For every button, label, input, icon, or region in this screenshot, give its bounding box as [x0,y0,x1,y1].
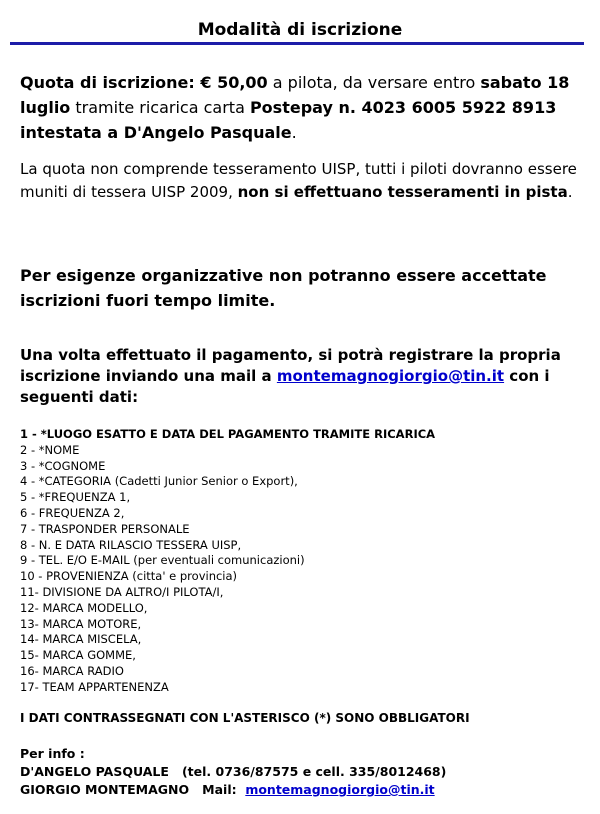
list-item: 17- TEAM APPARTENENZA [20,679,169,694]
info-label: Per info : [20,746,85,761]
quota-text-1: a pilota, da versare entro [267,73,481,92]
payment-text-2: con i seguenti dati: [20,367,550,406]
list-item: 3 - *COGNOME [20,458,106,473]
tessera-paragraph [20,158,585,204]
quota-deadline: sabato 18 luglio [20,73,570,117]
list-item: 16- MARCA RADIO [20,663,124,678]
list-item: 13- MARCA MOTORE, [20,616,142,631]
card-holder: intestata a D'Angelo Pasquale [20,123,292,142]
contact-email-link[interactable]: montemagnogiorgio@tin.it [276,367,505,385]
list-item: 2 - *NOME [20,442,80,457]
tessera-text: La quota non comprende tesseramento UISP, tutti i piloti dovranno essere muniti di tessera UISP 2009, [20,160,577,201]
list-item: 1 - *LUOGO ESATTO E DATA DEL PAGAMENTO TRAMITE RICARICA [20,427,436,441]
info-line2-prefix: GIORGIO MONTEMAGNO Mail: [20,782,246,797]
list-item: 8 - N. E DATA RILASCIO TESSERA UISP, [20,537,242,552]
list-item: 4 - *CATEGORIA (Cadetti Junior Senior o Export), [20,474,298,489]
tessera-end: . [567,183,573,201]
info-email-link[interactable]: montemagnogiorgio@tin.it [245,782,435,797]
deadline-warning: Per esigenze organizzative non potranno essere accettate iscrizioni fuori tempo limite. [20,266,547,310]
list-item: 15- MARCA GOMME, [20,648,136,663]
info-line-dangelo: D'ANGELO PASQUALE (tel. 0736/87575 e cell. 335/8012468) [20,764,447,779]
payment-text-1: Una volta effettuato il pagamento, si potrà registrare la propria iscrizione inviando una mail a [20,346,561,385]
quota-paragraph [20,70,585,145]
quota-lead: Quota di iscrizione: € 50,00 [20,73,268,92]
quota-text-2: tramite ricarica carta [70,98,250,117]
title-divider [10,42,584,45]
page-title: Modalità di iscrizione [197,20,403,40]
list-item: 14- MARCA MISCELA, [20,632,142,647]
list-item: 7 - TRASPONDER PERSONALE [20,521,190,536]
tessera-bold: non si effettuano tesseramenti in pista [237,183,568,201]
list-item: 9 - TEL. E/O E-MAIL (per eventuali comunicazioni) [20,553,305,568]
mandatory-note: I DATI CONTRASSEGNATI CON L'ASTERISCO (*) SONO OBBLIGATORI [20,711,470,725]
quota-end: . [291,123,297,142]
info-section [20,745,446,799]
payment-paragraph [20,345,585,408]
list-item: 6 - FREQUENZA 2, [20,505,125,520]
list-item: 5 - *FREQUENZA 1, [20,490,131,505]
list-item: 11- DIVISIONE DA ALTRO/I PILOTA/I, [20,584,224,599]
info-line-montemagno [20,781,446,799]
required-fields-list [20,427,435,696]
postepay-card: Postepay n. 4023 6005 5922 8913 [249,98,557,117]
list-item: 12- MARCA MODELLO, [20,600,148,615]
list-item: 10 - PROVENIENZA (citta' e provincia) [20,569,238,584]
